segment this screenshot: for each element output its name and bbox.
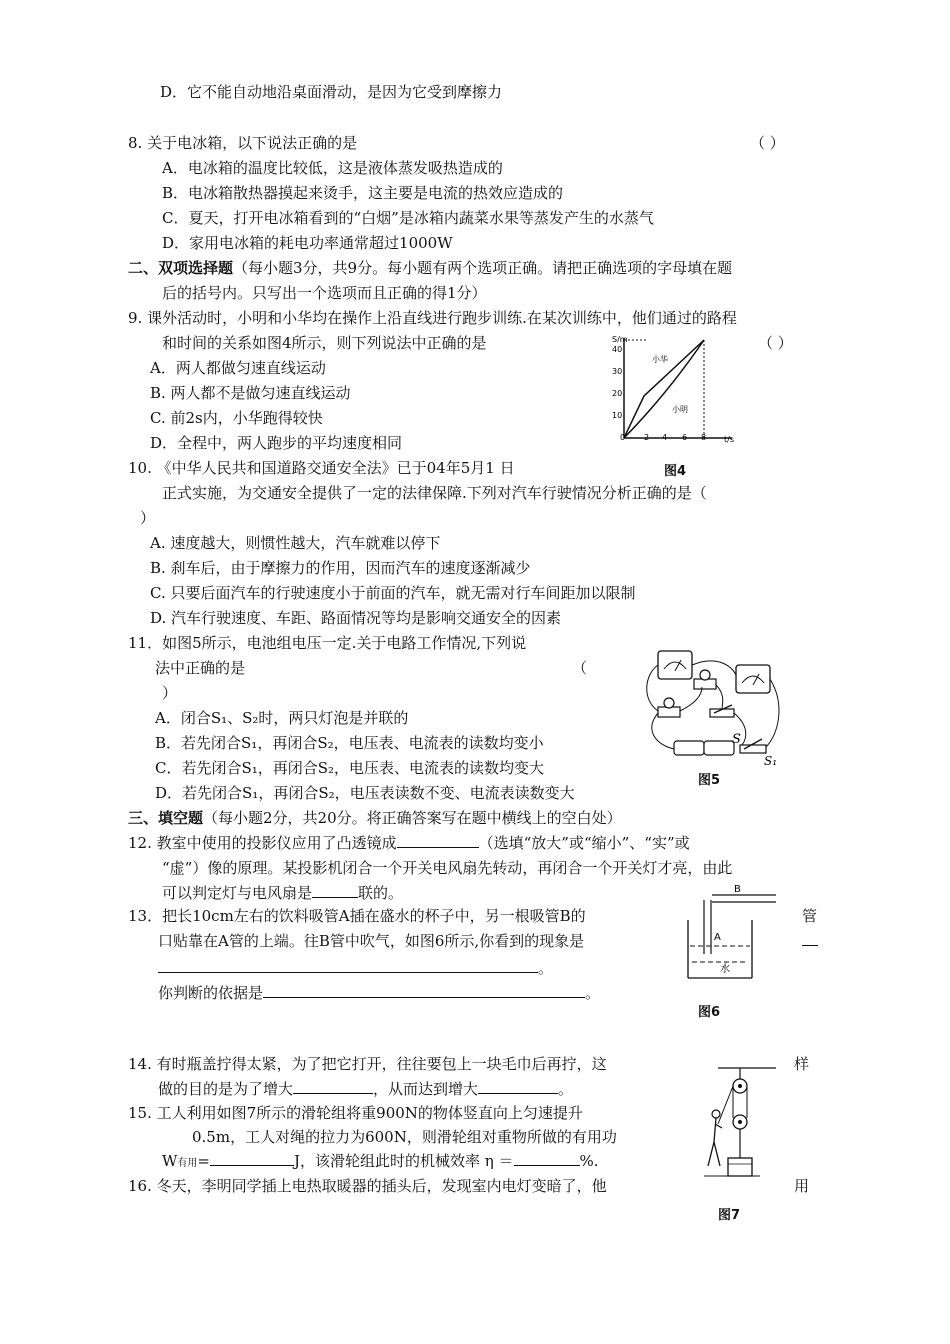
- q13-blank-2[interactable]: [263, 983, 585, 998]
- q14-blank-1[interactable]: [293, 1079, 373, 1094]
- fig4-ytick: 30: [612, 367, 623, 376]
- fig6-label-water: 水: [720, 964, 730, 975]
- q15-blank-1[interactable]: [210, 1151, 294, 1166]
- q11-paren-close: ）: [162, 684, 178, 702]
- q12-blank-2[interactable]: [312, 883, 358, 898]
- figure-5-circuit: [636, 645, 786, 770]
- section3-text: （每小题2分，共20分。将正确答案写在题中横线上的空白处）: [203, 809, 622, 827]
- q13-period: 。: [538, 959, 554, 977]
- q13-text-c: 你判断的依据是: [158, 984, 264, 1002]
- section2-text-2: 后的括号内。只写出一个选项而且正确的得1分）: [162, 284, 487, 302]
- q15-line-3: [162, 1151, 599, 1174]
- q9-option-a: A．两人都做匀速直线运动: [150, 359, 326, 377]
- figure-6-caption: 图6: [698, 1005, 721, 1020]
- q12-line-3: [162, 883, 403, 903]
- figure-4-graph: [612, 334, 742, 444]
- q16-line-1: 16. 冬天，李明同学插上电热取暖器的插头后，发现室内电灯变暗了，他: [128, 1177, 607, 1195]
- q8-paren: （ ）: [750, 134, 785, 152]
- q13-period-2: 。: [585, 984, 601, 1002]
- fig4-label-xiaoming: 小明: [672, 405, 688, 414]
- q8-option-b: B．电冰箱散热器摸起来烫手，这主要是电流的热效应造成的: [162, 184, 564, 202]
- fig4-xtick: 0: [620, 433, 626, 442]
- figure-7-caption: 图7: [718, 1208, 741, 1223]
- fig4-xtick: 8: [701, 433, 707, 442]
- q11-stem: 11．如图5所示，电池组电压一定.关于电路工作情况,下列说: [128, 634, 527, 652]
- q8-option-c: C．夏天，打开电冰箱看到的“白烟”是冰箱内蔬菜水果等蒸发产生的水蒸气: [162, 209, 654, 227]
- fig4-ylabel: S/m: [612, 335, 628, 344]
- q12-line-1: [128, 833, 690, 853]
- q15-line-2: 0.5m，工人对绳的拉力为600N，则滑轮组对重物所做的有用功: [192, 1128, 617, 1146]
- q10-option-a: A. 速度越大，则惯性越大，汽车就难以停下: [150, 534, 441, 552]
- q12-line-2: “虚”）像的原理。某投影机闭合一个开关电风扇先转动，再闭合一个开关灯才亮，由此: [162, 859, 733, 877]
- q13-line-1: 13．把长10cm左右的饮料吸管A插在盛水的杯子中，另一根吸管B的: [128, 907, 586, 925]
- q9-stem: 9. 课外活动时，小明和小华均在操作上沿直线进行跑步训练.在某次训练中，他们通过的路程: [128, 309, 737, 327]
- q14-text-c: ，从而达到增大: [373, 1080, 479, 1098]
- q10-option-b: B. 刹车后，由于摩擦力的作用，因而汽车的速度逐渐减少: [150, 559, 531, 577]
- fig5-switch-s1: S₁: [764, 754, 778, 768]
- q9-paren: （ ）: [758, 334, 793, 352]
- q10-option-d: D. 汽车行驶速度、车距、路面情况等均是影响交通安全的因素: [150, 609, 562, 627]
- section3-title: 三、填空题: [128, 809, 204, 827]
- q13-overflow: 管: [802, 907, 818, 925]
- q11-option-a: A．闭合S₁、S₂时，两只灯泡是并联的: [155, 709, 409, 727]
- q14-period: 。: [558, 1080, 574, 1098]
- q12-blank-1[interactable]: [397, 833, 479, 848]
- fig5-switch-s2: S: [732, 732, 741, 747]
- q15-text-d: J，该滑轮组此时的机械效率 η ＝: [294, 1152, 514, 1170]
- q12-text-d: 可以判定灯与电风扇是: [162, 884, 313, 902]
- fig4-label-xiaohua: 小华: [652, 355, 668, 364]
- section2-header: [128, 258, 732, 278]
- q10-stem: 10. 《中华人民共和国道路交通安全法》已于04年5月1 日: [128, 459, 515, 477]
- q8-option-d: D．家用电冰箱的耗电功率通常超过1000W: [162, 234, 453, 252]
- q13-overflow-rule: [802, 945, 818, 946]
- q14-text-b: 做的目的是为了增大: [158, 1080, 294, 1098]
- q9-option-c: C. 前2s内，小华跑得较快: [150, 409, 323, 427]
- figure-7-pulley: [700, 1062, 780, 1197]
- fig6-label-b: B: [734, 884, 741, 895]
- fig4-ytick: 20: [612, 389, 623, 398]
- figure-6-straws: [680, 880, 790, 990]
- q16-overflow: 用: [794, 1177, 810, 1195]
- section2-text: （每小题3分，共9分。每小题有两个选项正确。请把正确选项的字母填在题: [233, 259, 733, 277]
- q10-stem-3: ）: [140, 509, 156, 527]
- q13-line-3: [158, 958, 553, 978]
- q13-blank-1[interactable]: [158, 958, 538, 973]
- fig4-ytick: 40: [612, 345, 623, 354]
- fig6-label-a: A: [714, 932, 721, 943]
- q9-option-d: D．全程中，两人跑步的平均速度相同: [150, 434, 403, 452]
- figure-4-caption: 图4: [664, 464, 687, 479]
- section3-header: [128, 808, 622, 828]
- q15-blank-2[interactable]: [514, 1151, 580, 1166]
- q13-line-2: 口贴靠在A管的上端。往B管中吹气，如图6所示,你看到的现象是: [158, 932, 585, 950]
- fig4-xtick: 4: [662, 433, 668, 442]
- q14-line-2: [158, 1079, 573, 1099]
- q11-stem-2: 法中正确的是: [155, 659, 246, 677]
- fig4-xtick: 6: [682, 433, 688, 442]
- q15-w-subscript: 有用: [177, 1158, 198, 1169]
- q11-option-c: C．若先闭合S₁，再闭合S₂，电压表、电流表的读数均变大: [155, 759, 545, 777]
- q9-stem-2: 和时间的关系如图4所示，则下列说法中正确的是: [162, 334, 487, 352]
- q14-overflow: 样: [794, 1055, 810, 1073]
- q8-stem: 8. 关于电冰箱，以下说法正确的是: [128, 134, 358, 152]
- q15-line-1: 15. 工人利用如图7所示的滑轮组将重900N的物体竖直向上匀速提升: [128, 1104, 583, 1122]
- q12-text-e: 联的。: [358, 884, 404, 902]
- section2-title: 二、双项选择题: [128, 259, 234, 277]
- q11-paren: （: [572, 659, 588, 677]
- fig4-xlabel: t/s: [724, 435, 734, 444]
- q9-option-b: B. 两人都不是做匀速直线运动: [150, 384, 351, 402]
- fig4-xtick: 2: [644, 433, 650, 442]
- q11-option-b: B．若先闭合S₁，再闭合S₂，电压表、电流表的读数均变小: [155, 734, 544, 752]
- q15-percent: %.: [579, 1152, 599, 1170]
- q13-line-4: [158, 983, 600, 1003]
- q11-option-d: D．若先闭合S₁，再闭合S₂，电压表读数不变、电流表读数变大: [155, 784, 575, 802]
- q14-blank-2[interactable]: [478, 1079, 558, 1094]
- q15-eq: =: [197, 1152, 210, 1170]
- fig4-ytick: 10: [612, 411, 623, 420]
- q15-w: W: [162, 1152, 178, 1170]
- q12-text-a: 12. 教室中使用的投影仪应用了凸透镜成: [128, 834, 397, 852]
- q14-line-1: 14. 有时瓶盖拧得太紧，为了把它打开，往往要包上一块毛巾后再拧，这: [128, 1055, 607, 1073]
- q12-text-b: （选填“放大”或“缩小”、“实”或: [478, 834, 690, 852]
- figure-5-caption: 图5: [698, 773, 721, 788]
- q8-option-a: A．电冰箱的温度比较低，这是液体蒸发吸热造成的: [162, 159, 503, 177]
- q10-option-c: C. 只要后面汽车的行驶速度小于前面的汽车，就无需对行车间距加以限制: [150, 584, 636, 602]
- q7-option-d: D．它不能自动地沿桌面滑动，是因为它受到摩擦力: [160, 83, 503, 101]
- q10-stem-2: 正式实施，为交通安全提供了一定的法律保障.下列对汽车行驶情况分析正确的是（: [162, 484, 707, 502]
